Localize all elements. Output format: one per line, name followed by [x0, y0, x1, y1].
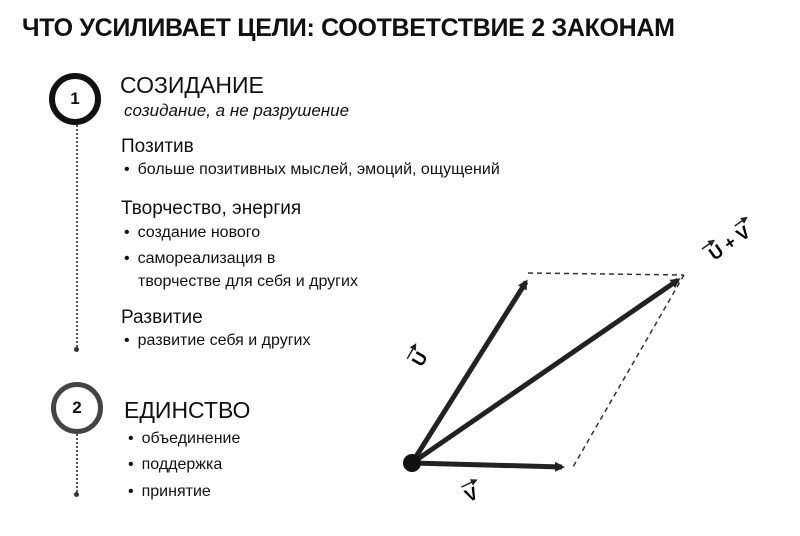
vector-sum-arrow: [412, 280, 678, 463]
section-heading-development: Развитие: [121, 307, 203, 328]
v-label-group: [461, 480, 484, 506]
vector-v-label: V: [461, 482, 482, 507]
section-heading-creativity: Творчество, энергия: [121, 198, 302, 219]
list-item: • объединение: [128, 430, 240, 448]
list-item: • развитие себя и других: [124, 332, 310, 350]
law1-number: 1: [70, 89, 80, 108]
vector-v-arrow: [412, 463, 562, 467]
law1-heading: СОЗИДАНИЕ: [120, 72, 264, 98]
u-label-group: [407, 345, 433, 370]
origin-point: [403, 454, 421, 472]
dashed-side-right: [573, 275, 684, 467]
list-item-continuation: творчестве для себя и других: [138, 273, 358, 290]
law2-heading: ЕДИНСТВО: [124, 397, 251, 423]
vector-u-label: U: [407, 348, 432, 370]
list-item: • самореализация в: [124, 250, 275, 268]
list-item: • больше позитивных мыслей, эмоций, ощущений: [124, 161, 500, 179]
list-item: • поддержка: [128, 456, 222, 474]
vector-u-arrow: [412, 282, 526, 463]
page-title: ЧТО УСИЛИВАЕТ ЦЕЛИ: СООТВЕТСТВИЕ 2 ЗАКОНАМ: [22, 14, 675, 42]
law2-number: 2: [72, 398, 82, 417]
dashed-side-top: [528, 273, 684, 275]
section-heading-positive: Позитив: [121, 136, 194, 157]
list-item: • создание нового: [124, 224, 260, 242]
law1-subtitle: созидание, а не разрушение: [124, 101, 350, 120]
list-item: • принятие: [128, 483, 211, 501]
vector-sum-label: U + V: [705, 221, 754, 265]
sum-label-group: [702, 218, 758, 266]
